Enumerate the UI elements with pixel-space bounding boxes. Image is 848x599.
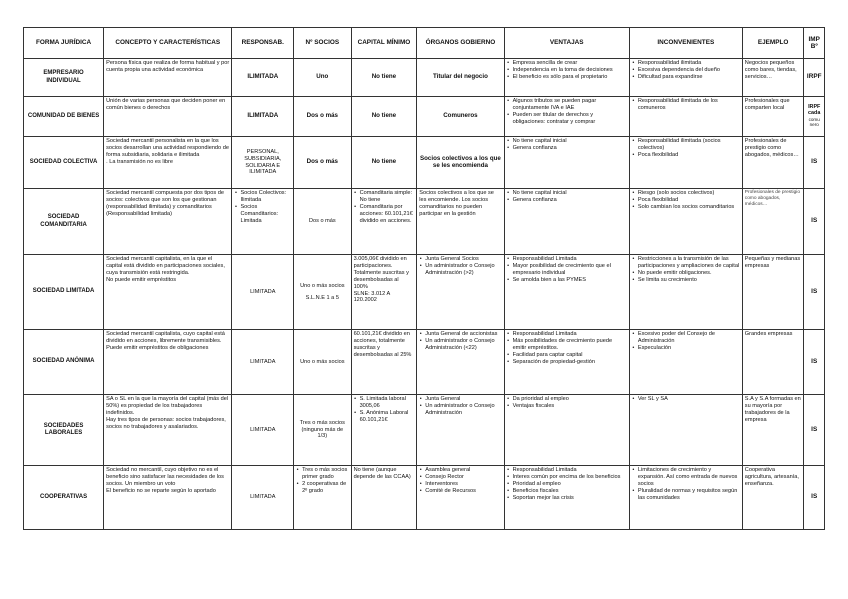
cell-responsab: [232, 330, 294, 395]
cell-ventajas: [504, 466, 629, 530]
header-ventajas: VENTAJAS: [504, 28, 629, 59]
organos-list: [419, 396, 501, 417]
cell-responsab: [232, 137, 294, 189]
cell-ventajas: [504, 330, 629, 395]
list-item: • Asamblea general: [425, 467, 501, 474]
list-item: • Riesgo (solo socios colectivos): [638, 190, 740, 197]
responsab-text: LIMITADA: [250, 288, 276, 295]
inconvenientes-list: [632, 331, 740, 352]
cell-inconvenientes: [629, 395, 742, 466]
list-item: • Mayor posibilidad de crecimiento que el empresario individual: [513, 263, 627, 277]
ventajas-list: [507, 256, 627, 284]
list-item: • Da prioridad al empleo: [513, 396, 627, 403]
cell-ejemplo: [742, 59, 804, 97]
ejemplo-text: Profesionales de prestigio como abogados, médicos…: [744, 190, 800, 207]
cell-ventajas: [504, 189, 629, 255]
socios-text: Uno o más socios: [300, 282, 345, 289]
list-item: • Pueden ser titular de derechos y obligaciones: contratar y comprar: [513, 112, 627, 126]
list-item: • S. Limitada laboral 3005,06: [360, 396, 415, 410]
list-item: • No puede emitir obligaciones.: [638, 270, 740, 277]
inconvenientes-list: [632, 396, 740, 403]
cell-imp: [804, 59, 825, 97]
table-row: [24, 255, 825, 330]
cell-ventajas: [504, 255, 629, 330]
concepto-text: Sociedad mercantil compuesta por dos tipos de socios: colectivos que son los que gestionan (responsabilidad ilimitada) y comanditarios (Responsabilidad limitada): [106, 190, 224, 217]
imp-text: IS: [811, 357, 818, 365]
cell-capital: [351, 466, 417, 530]
row-forma-juridica: COMUNIDAD DE BIENES: [24, 97, 104, 137]
cell-ventajas: [504, 59, 629, 97]
list-item: • Responsabilidad Limitada: [513, 331, 627, 338]
cell-imp: [804, 189, 825, 255]
list-item: • No tiene capital inicial: [513, 190, 627, 197]
cell-responsab: [232, 395, 294, 466]
list-item: • Pluralidad de normas y requisitos según las comunidades: [638, 488, 740, 502]
inconvenientes-list: [632, 98, 740, 112]
capital-text: SLNE: 3.012 A 120.2002: [353, 290, 390, 304]
list-item: • Un administrador o Consejo Administración (<22): [425, 338, 501, 352]
cell-capital: [351, 137, 417, 189]
list-item: • El beneficio es sólo para el propietario: [513, 74, 627, 81]
cell-ventajas: [504, 137, 629, 189]
list-item: • Interventores: [425, 481, 501, 488]
cell-imp: [804, 330, 825, 395]
list-item: • Más posibilidades de crecimiento puede emitir empréstitos.: [513, 338, 627, 352]
ventajas-list: [507, 331, 627, 366]
imp-text: IS: [811, 425, 818, 433]
responsab-text: LIMITADA: [250, 426, 276, 433]
cell-ejemplo: [742, 395, 804, 466]
capital-text: No tiene: [371, 158, 397, 166]
socios-text: Uno: [316, 73, 329, 81]
socios-text: Dos o más: [306, 158, 338, 166]
cell-inconvenientes: [629, 97, 742, 137]
list-item: • Prioridad al empleo: [513, 481, 627, 488]
list-item: • Ver SL y SA: [638, 396, 740, 403]
header-socios: Nº SOCIOS: [294, 28, 352, 59]
imp-text: IS: [811, 493, 818, 501]
cell-concepto: [104, 189, 232, 255]
cell-capital: [351, 59, 417, 97]
list-item: • Se amolda bien a las PYMES: [513, 277, 627, 284]
table-row: [24, 137, 825, 189]
ventajas-list: [507, 60, 627, 81]
list-item: • Un administrador o Consejo Administración: [425, 403, 501, 417]
cell-capital: [351, 255, 417, 330]
table-row: [24, 395, 825, 466]
responsab-text: ILIMITADA: [247, 73, 279, 81]
list-item: • Poca flexibilidad: [638, 197, 740, 204]
ventajas-list: [507, 467, 627, 502]
concepto-text: No puede emitir empréstitos: [106, 276, 177, 283]
inconvenientes-list: [632, 256, 740, 284]
list-item: • Ventajas fiscales: [513, 403, 627, 410]
cell-capital: [351, 330, 417, 395]
imp-text: IRPF cada: [808, 104, 821, 116]
list-item: • Limitaciones de crecimiento y expansión. Así como entrada de nuevos socios: [638, 467, 740, 488]
header-forma: FORMA JURÍDICA: [24, 28, 104, 59]
concepto-text: Persona física que realiza de forma habitual y por cuenta propia una actividad económica: [106, 60, 230, 73]
ventajas-list: [507, 138, 627, 152]
cell-ventajas: [504, 395, 629, 466]
cell-imp: [804, 97, 825, 137]
socios-text: Dos o más: [306, 112, 338, 120]
cell-imp: [804, 255, 825, 330]
cell-socios: [294, 137, 352, 189]
list-item: • Soportan mejor las crisis: [513, 495, 627, 502]
cell-concepto: [104, 59, 232, 97]
cell-capital: [351, 395, 417, 466]
inconvenientes-list: [632, 467, 740, 502]
capital-text: 60.101,21€ dividido en acciones, totalmente suscritas y desembolsadas al 25%: [353, 331, 412, 358]
organos-text: Titular del negocio: [432, 73, 488, 81]
list-item: • Especulación: [638, 345, 740, 352]
ventajas-list: [507, 190, 627, 204]
responsab-text: PERSONAL, SUBSIDIARIA, SOLIDARIA E ILIMITADA: [244, 148, 282, 176]
cell-ejemplo: [742, 97, 804, 137]
cell-concepto: [104, 330, 232, 395]
cell-responsab: [232, 189, 294, 255]
ventajas-list: [507, 98, 627, 126]
header-responsab: RESPONSAB.: [232, 28, 294, 59]
concepto-text: El beneficio no se reparte según lo aportado: [106, 487, 216, 494]
header-imp: IMP Bº: [804, 28, 825, 59]
list-item: • Responsabilidad ilimitada (socios colectivos): [638, 138, 740, 152]
list-item: • Solo cambian los socios comanditarios: [638, 204, 740, 211]
ventajas-list: [507, 396, 627, 410]
socios-text: Uno o más socios: [300, 358, 345, 365]
organos-list: [419, 331, 501, 352]
row-forma-juridica: EMPRESARIO INDIVIDUAL: [24, 59, 104, 97]
table-row: [24, 466, 825, 530]
list-item: • No tiene capital inicial: [513, 138, 627, 145]
cell-ejemplo: [742, 255, 804, 330]
list-item: • Beneficios fiscales: [513, 488, 627, 495]
ejemplo-text: Profesionales que comparten local: [744, 98, 790, 111]
cell-organos: [417, 255, 504, 330]
responsab-text: LIMITADA: [250, 494, 276, 501]
cell-imp: [804, 395, 825, 466]
header-inconvenientes: INCONVENIENTES: [629, 28, 742, 59]
imp-text: IS: [811, 158, 818, 166]
list-item: • Comanditaria por acciones: 60.101,21€ dividido en acciones.: [360, 204, 415, 225]
concepto-text: Sociedad mercantil personalista en la que los socios desarrollan una actividad respondiendo de forma subsidiaria, solidaria e ilimitada: [106, 138, 229, 158]
list-item: • Independencia en la toma de decisiones: [513, 67, 627, 74]
cell-responsab: [232, 255, 294, 330]
list-item: • Facilidad para captar capital: [513, 352, 627, 359]
cell-capital: [351, 189, 417, 255]
organos-list: [419, 256, 501, 277]
header-capital: CAPITAL MÍNIMO: [351, 28, 417, 59]
table-row: [24, 59, 825, 97]
cell-socios: [294, 189, 352, 255]
cell-concepto: [104, 137, 232, 189]
capital-text: 3.005,06€ dividido en participaciones. Totalmente suscritas y desembolsadas al 100%: [353, 256, 409, 290]
cell-socios: [294, 395, 352, 466]
cell-concepto: [104, 97, 232, 137]
cell-organos: [417, 189, 504, 255]
list-item: • Genera confianza: [513, 145, 627, 152]
responsab-text: ILIMITADA: [247, 112, 279, 120]
cell-inconvenientes: [629, 330, 742, 395]
organos-text: Comuneros: [443, 112, 478, 120]
row-forma-juridica: SOCIEDAD ANÓNIMA: [24, 330, 104, 395]
list-item: • Excesivo poder del Consejo de Administración: [638, 331, 740, 345]
capital-text: No tiene: [371, 73, 397, 81]
concepto-text: Sociedad mercantil capitalista, en la que el capital está dividido en participaciones sociales, cuya transmisión está restringida.: [106, 256, 225, 276]
socios-text: S.L.N.E 1 a 5: [305, 294, 339, 301]
capital-list: [354, 396, 415, 424]
cell-organos: [417, 466, 504, 530]
ejemplo-text: Profesionales de prestigio como abogados, médicos…: [744, 138, 799, 158]
socios-text: Dos o más: [308, 218, 336, 225]
row-forma-juridica: SOCIEDAD COLECTIVA: [24, 137, 104, 189]
concepto-text: . La transmisión no es libre: [106, 158, 173, 165]
table-body: [24, 59, 825, 530]
forms-table-container: [23, 27, 825, 530]
ejemplo-text: Pequeñas y medianas empresas: [744, 256, 801, 269]
list-item: • Junta General de accionistas: [425, 331, 501, 338]
row-forma-juridica: COOPERATIVAS: [24, 466, 104, 530]
list-item: • Tres o más socios primer grado: [302, 467, 349, 481]
cell-organos: [417, 330, 504, 395]
cell-capital: [351, 97, 417, 137]
concepto-text: Hay tres tipos de personas: socios trabajadores, socios no trabajadores y asalariados.: [106, 416, 226, 430]
cell-imp: [804, 137, 825, 189]
cell-responsab: [232, 97, 294, 137]
imp-text: IRPF: [806, 73, 822, 81]
cell-inconvenientes: [629, 59, 742, 97]
cell-organos: [417, 395, 504, 466]
cell-concepto: [104, 395, 232, 466]
row-forma-juridica: SOCIEDAD COMANDITARIA: [24, 189, 104, 255]
list-item: • Consejo Rector: [425, 474, 501, 481]
cell-concepto: [104, 255, 232, 330]
ejemplo-text: Cooperativa agricultura, artesanía, enseñanza.: [744, 467, 799, 487]
concepto-text: Sociedad mercantil capitalista, cuyo capital está dividido en acciones, libremente transmisibles.: [106, 331, 225, 344]
list-item: • 2 cooperativas de 2º grado: [302, 481, 349, 495]
list-item: • Junta General Socios: [425, 256, 501, 263]
list-item: • Comanditaria simple: No tiene: [360, 190, 415, 204]
cell-inconvenientes: [629, 255, 742, 330]
header-row: [24, 28, 825, 59]
concepto-text: Unión de varias personas que deciden poner en común bienes o derechos: [106, 98, 226, 111]
list-item: • Responsabilidad ilimitada de los comuneros: [638, 98, 740, 112]
cell-responsab: [232, 59, 294, 97]
list-item: • Excesiva dependencia del dueño: [638, 67, 740, 74]
organos-text: Socios colectivos a los que se les encomienda: [420, 154, 501, 169]
cell-inconvenientes: [629, 137, 742, 189]
cell-ventajas: [504, 97, 629, 137]
list-item: • Interes común por encima de los beneficios: [513, 474, 627, 481]
organos-text: Socios colectivos a los que se les encomiende. Los socios comanditarios no pueden participar en la gestión: [419, 190, 494, 217]
list-item: • Poca flexibilidad: [638, 152, 740, 159]
list-item: • Un administrador o Consejo Administración (>2): [425, 263, 501, 277]
list-item: • Comité de Recursos: [425, 488, 501, 495]
imp-text: IS: [811, 217, 818, 225]
cell-ejemplo: [742, 330, 804, 395]
cell-concepto: [104, 466, 232, 530]
table-row: [24, 189, 825, 255]
cell-ejemplo: [742, 466, 804, 530]
inconvenientes-list: [632, 138, 740, 159]
concepto-text: SA o SL en la que la mayoría del capital (más del 50%) es propiedad de los trabajadores indefinidos.: [106, 396, 229, 416]
responsab-text: LIMITADA: [250, 358, 276, 365]
cell-imp: [804, 466, 825, 530]
capital-text: No tiene (aunque depende de las CCAA): [353, 467, 411, 480]
list-item: • Se limita su crecimiento: [638, 277, 740, 284]
cell-socios: [294, 97, 352, 137]
inconvenientes-list: [632, 60, 740, 81]
cell-socios: [294, 466, 352, 530]
list-item: • Junta General: [425, 396, 501, 403]
row-forma-juridica: SOCIEDAD LIMITADA: [24, 255, 104, 330]
inconvenientes-list: [632, 190, 740, 211]
imp-text: comu nero: [808, 116, 820, 128]
ejemplo-text: Grandes empresas: [744, 331, 793, 337]
cell-socios: [294, 330, 352, 395]
list-item: • Responsabilidad ilimitada: [638, 60, 740, 67]
list-item: • Dificultad para expandirse: [638, 74, 740, 81]
list-item: • Responsabilidad Limitada: [513, 467, 627, 474]
header-ejemplo: EJEMPLO: [742, 28, 804, 59]
ejemplo-text: S.A y S.A formadas en su mayoría por trabajadores de la empresa: [744, 396, 801, 423]
list-item: • Separación de propiedad-gestión: [513, 359, 627, 366]
cell-organos: [417, 59, 504, 97]
cell-responsab: [232, 466, 294, 530]
ejemplo-text: Negocios pequeños como bares, tiendas, servicios…: [744, 60, 797, 80]
socios-list: [296, 467, 349, 495]
list-item: • Genera confianza: [513, 197, 627, 204]
cell-socios: [294, 59, 352, 97]
list-item: • Socios Comanditarios: Limitada: [240, 204, 291, 225]
cell-inconvenientes: [629, 189, 742, 255]
list-item: • Empresa sencilla de crear: [513, 60, 627, 67]
cell-ejemplo: [742, 137, 804, 189]
cell-socios: [294, 255, 352, 330]
header-organos: ÓRGANOS GOBIERNO: [417, 28, 504, 59]
table-row: [24, 97, 825, 137]
socios-text: Tres o más socios (ninguno más de 1/3): [299, 419, 345, 440]
organos-list: [419, 467, 501, 495]
list-item: • Restricciones a la transmisión de las participaciones y ampliaciones de capital: [638, 256, 740, 270]
cell-organos: [417, 97, 504, 137]
responsab-list: [234, 190, 291, 225]
table-row: [24, 330, 825, 395]
cell-ejemplo: [742, 189, 804, 255]
list-item: • Socios Colectivos: Ilimitada: [240, 190, 291, 204]
list-item: • Responsabilidad Limitada: [513, 256, 627, 263]
cell-inconvenientes: [629, 466, 742, 530]
row-forma-juridica: SOCIEDADES LABORALES: [24, 395, 104, 466]
capital-text: No tiene: [371, 112, 397, 120]
header-concepto: CONCEPTO Y CARACTERÍSTICAS: [104, 28, 232, 59]
list-item: • S. Anónima Laboral 60.101,21€: [360, 410, 415, 424]
concepto-text: Sociedad no mercantil, cuyo objetivo no es el beneficio sino satisfacer las necesidades de los socios. Un miembro un voto: [106, 467, 224, 487]
list-item: • Algunos tributos se pueden pagar conjuntamente IVA e IAE: [513, 98, 627, 112]
capital-list: [354, 190, 415, 225]
cell-organos: [417, 137, 504, 189]
concepto-text: Puede emitir empréstitos de obligaciones: [106, 344, 209, 351]
imp-text: IS: [811, 287, 818, 295]
legal-forms-table: [23, 27, 825, 530]
